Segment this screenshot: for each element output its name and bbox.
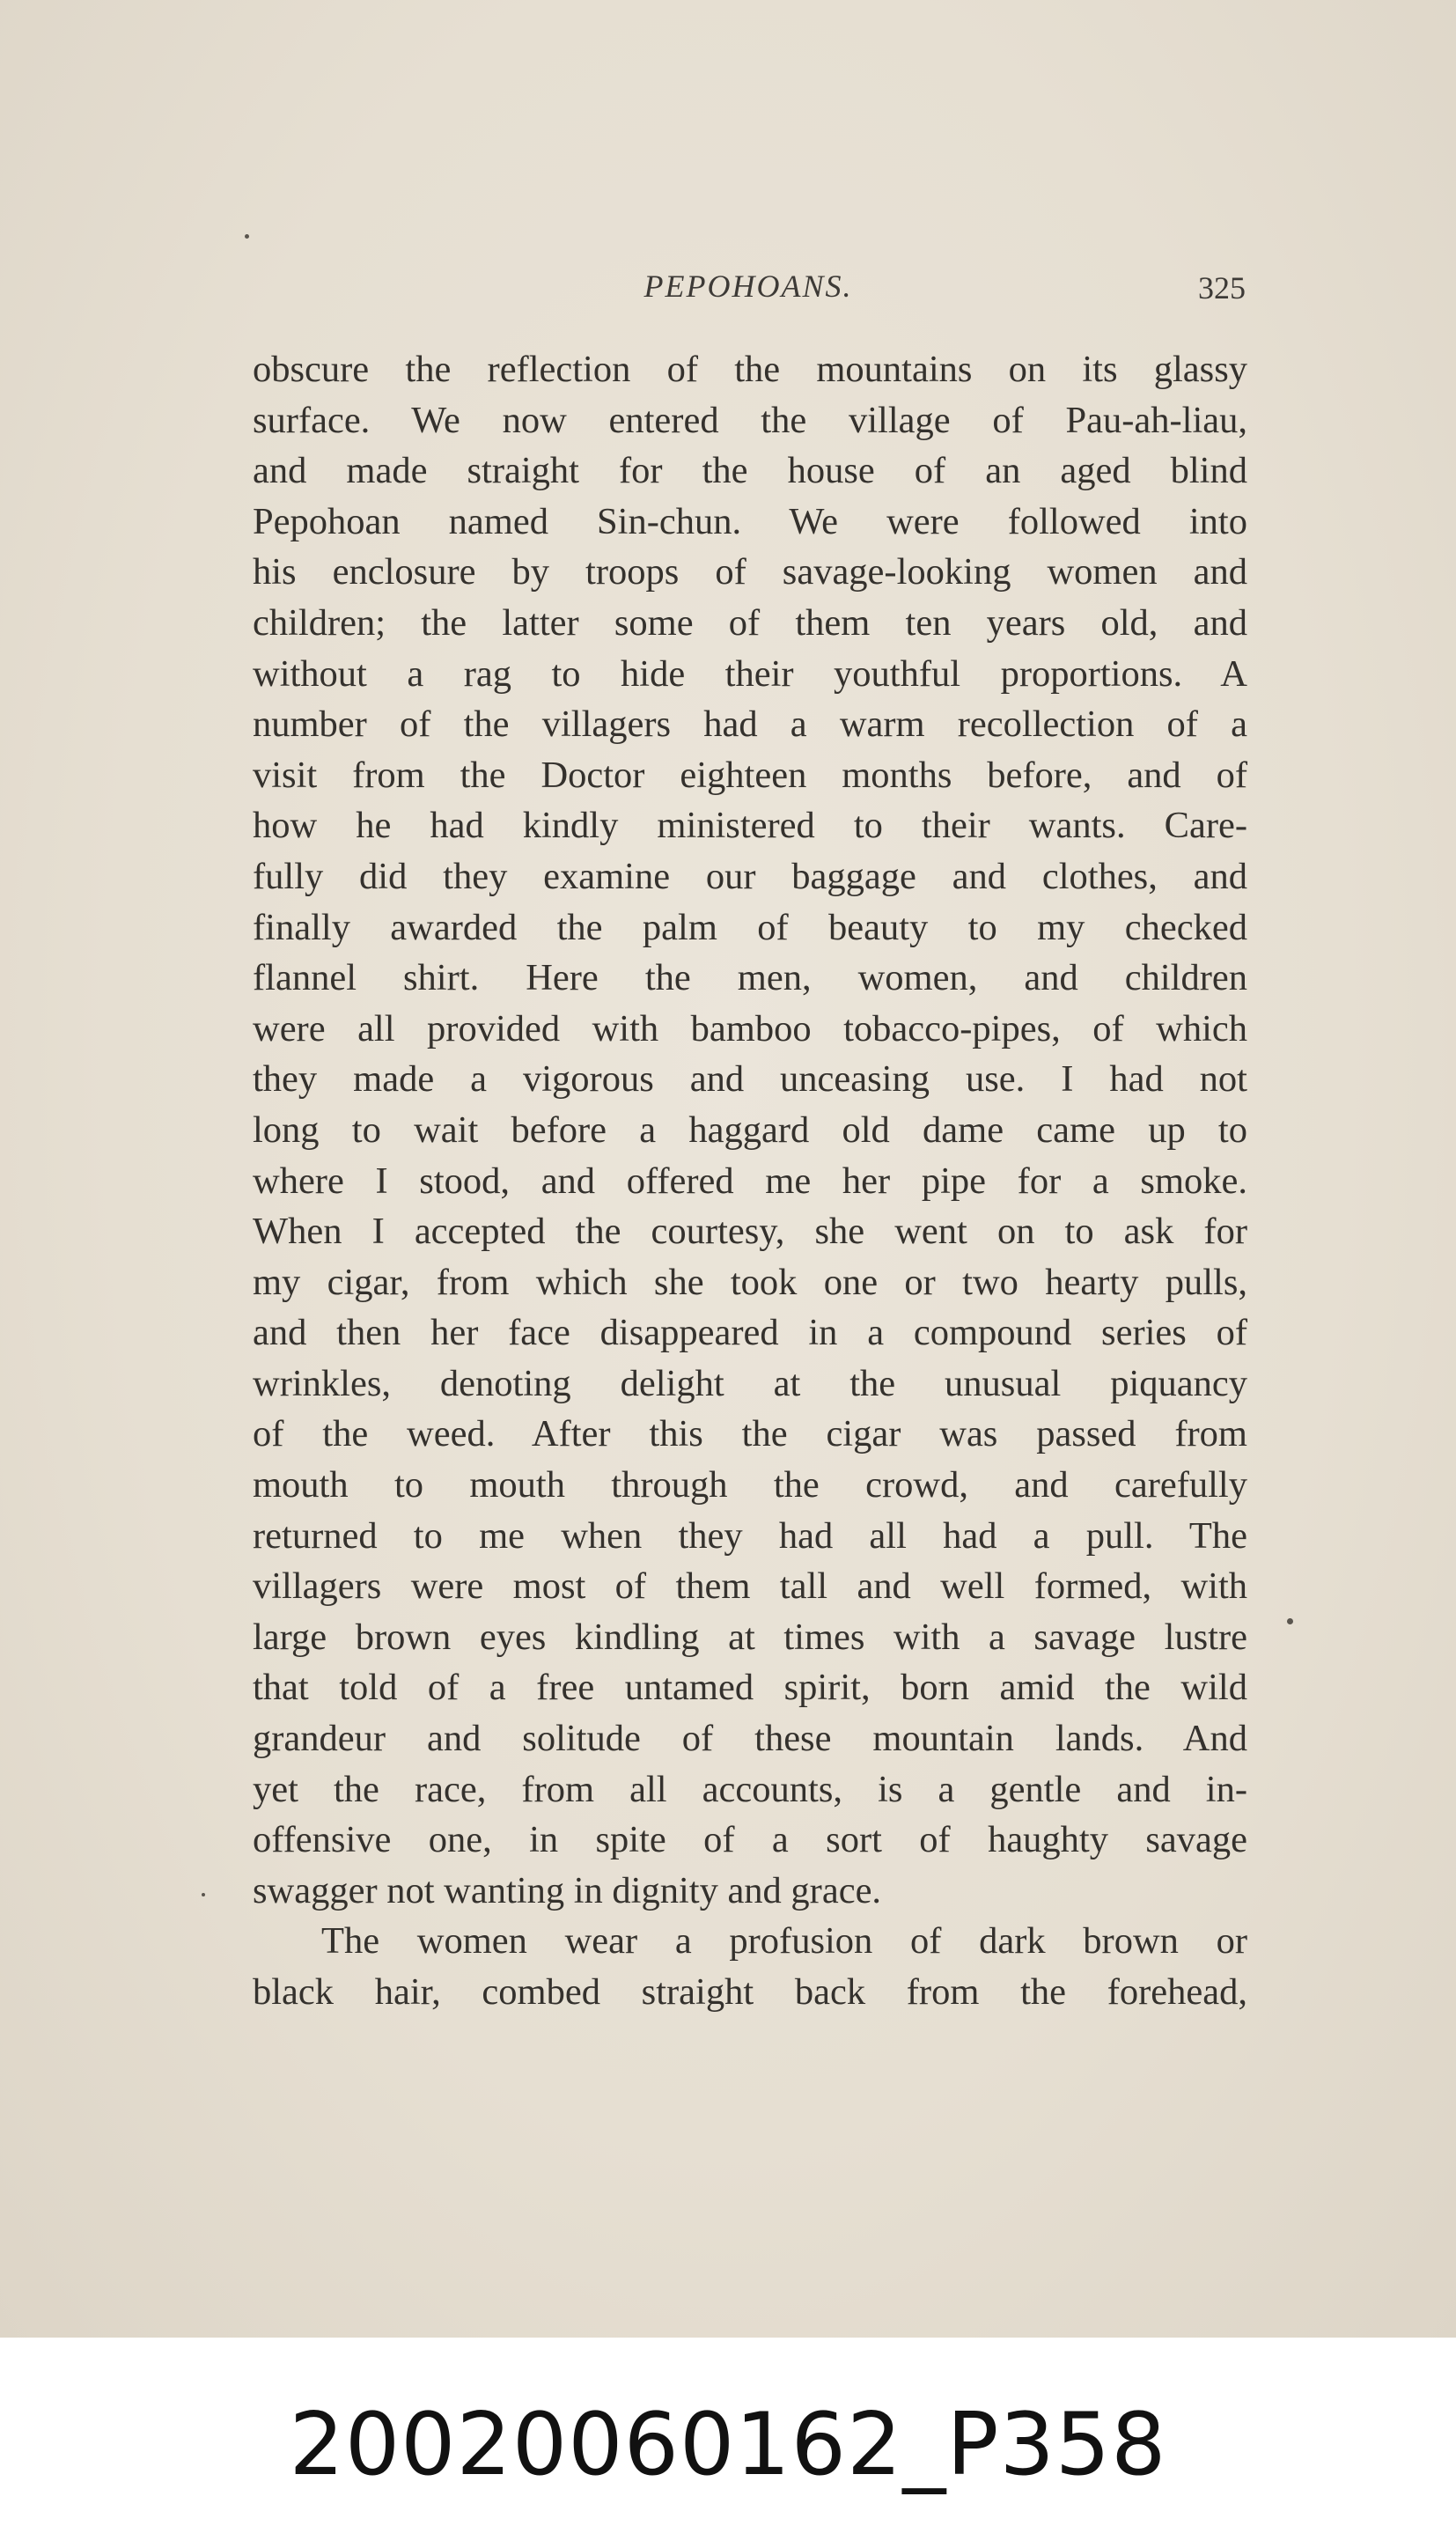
ink-speck — [1287, 1618, 1293, 1624]
text-line: yet the race, from all accounts, is a gentle and in- — [253, 1768, 1247, 1810]
text-line: mouth to mouth through the crowd, and carefully — [253, 1464, 1247, 1506]
ink-speck — [202, 1893, 205, 1896]
running-head — [251, 268, 1246, 313]
ink-speck — [245, 234, 249, 239]
text-line: obscure the reflection of the mountains on its glassy — [253, 349, 1247, 390]
text-line: returned to me when they had all had a pull. The — [253, 1514, 1247, 1557]
text-line: how he had kindly ministered to their wants. Care- — [253, 805, 1247, 847]
text-line: villagers were most of them tall and well formed, with — [253, 1565, 1247, 1608]
text-line: flannel shirt. Here the men, women, and children — [253, 957, 1247, 999]
text-line: they made a vigorous and unceasing use. I had not — [253, 1058, 1247, 1101]
text-line: wrinkles, denoting delight at the unusual piquancy — [253, 1362, 1247, 1404]
body-text — [253, 344, 1247, 2018]
image-id-caption: 20020060162_P358 — [289, 2395, 1167, 2495]
text-line: his enclosure by troops of savage-looking women and — [253, 551, 1247, 593]
text-line: fully did they examine our baggage and clothes, and — [253, 855, 1247, 897]
text-line: Pepohoan named Sin-chun. We were followed into — [253, 500, 1247, 542]
text-line: without a rag to hide their youthful proportions. A — [253, 652, 1247, 695]
text-line: offensive one, in spite of a sort of haughty savage — [253, 1819, 1247, 1861]
text-line: finally awarded the palm of beauty to my checked — [253, 906, 1247, 948]
text-line: where I stood, and offered me her pipe for a smoke. — [253, 1160, 1247, 1202]
paragraph-start-line: The women wear a profusion of dark brown or — [321, 1920, 1247, 1963]
text-line: my cigar, from which she took one or two hearty pulls, — [253, 1261, 1247, 1303]
text-line: grandeur and solitude of these mountain lands. And — [253, 1718, 1247, 1760]
text-line: and made straight for the house of an aged blind — [253, 450, 1247, 492]
page-number: 325 — [1198, 270, 1246, 306]
text-line: long to wait before a haggard old dame came up to — [253, 1108, 1247, 1151]
text-line: visit from the Doctor eighteen months before, and of — [253, 754, 1247, 796]
text-line: number of the villagers had a warm recollection of a — [253, 703, 1247, 746]
text-line: black hair, combed straight back from the forehead, — [253, 1971, 1247, 2013]
text-line: swagger not wanting in dignity and grace. — [253, 1869, 882, 1911]
text-line: that told of a free untamed spirit, born amid the wild — [253, 1667, 1247, 1709]
text-line: When I accepted the courtesy, she went on to ask for — [253, 1211, 1247, 1253]
text-line: surface. We now entered the village of Pau-ah-liau, — [253, 399, 1247, 441]
text-line: of the weed. After this the cigar was passed from — [253, 1413, 1247, 1455]
text-line: and then her face disappeared in a compound series of — [253, 1312, 1247, 1354]
text-line: children; the latter some of them ten years old, and — [253, 601, 1247, 644]
running-title: PEPOHOANS. — [643, 269, 853, 304]
text-line: large brown eyes kindling at times with a savage lustre — [253, 1616, 1247, 1658]
text-line: were all provided with bamboo tobacco-pipes, of which — [253, 1007, 1247, 1049]
